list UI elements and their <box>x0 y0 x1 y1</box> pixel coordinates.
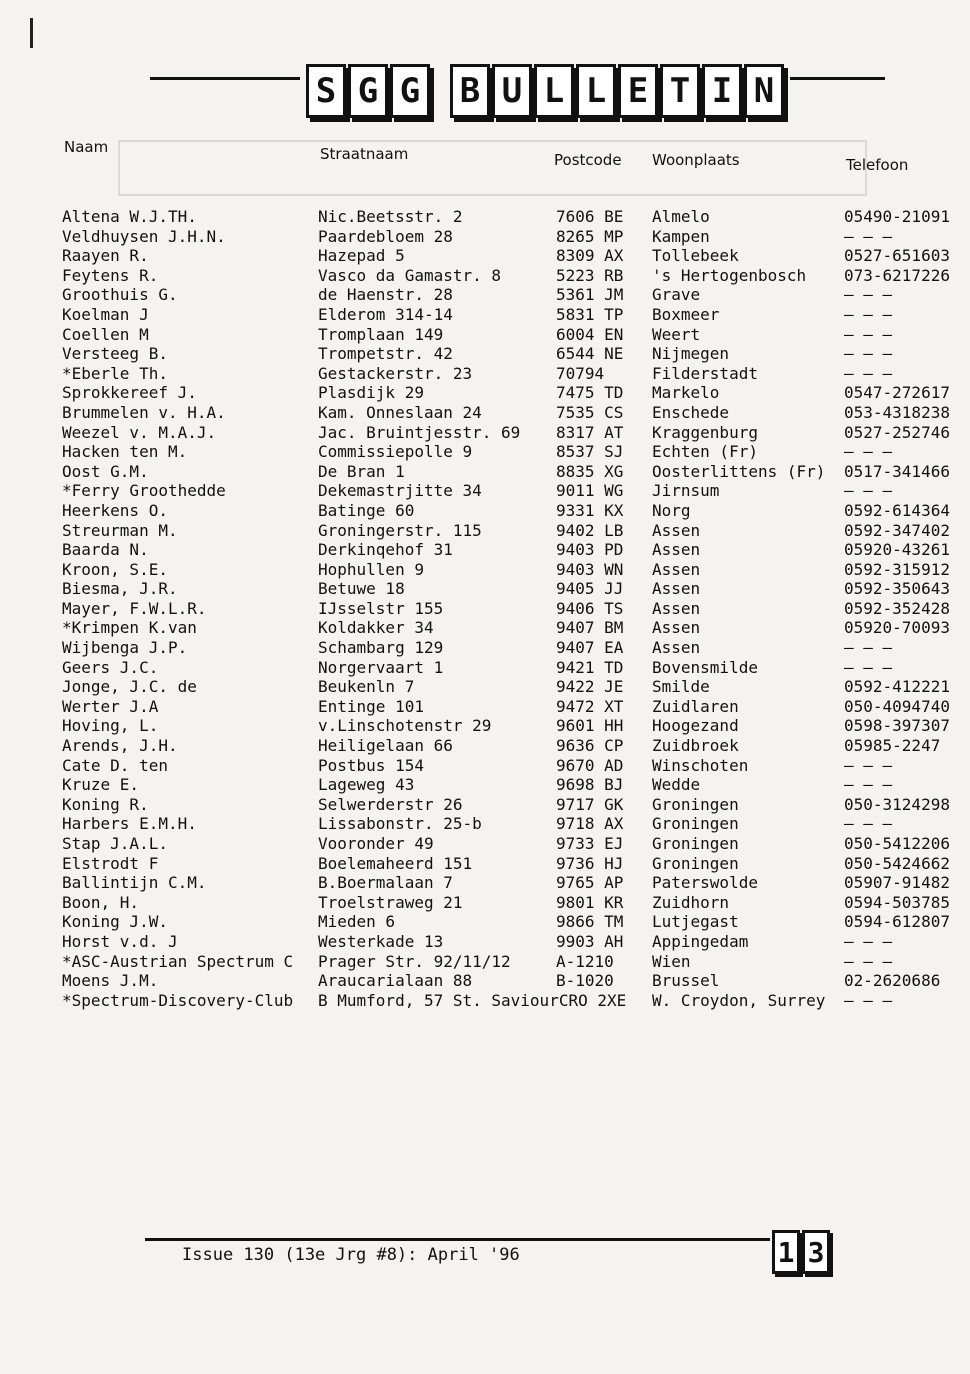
column-header-postcode: Postcode <box>554 151 622 169</box>
member-postcode: 9011 WG <box>556 481 624 501</box>
member-name: Koelman J <box>62 304 149 324</box>
page-number-digit: 1 <box>772 1230 800 1274</box>
member-town: Assen <box>652 540 701 560</box>
member-postcode: 8265 MP <box>556 226 624 246</box>
member-postcode: 9405 JJ <box>556 579 624 599</box>
member-town: Wien <box>652 951 691 971</box>
member-name: Altena W.J.TH. <box>62 207 197 226</box>
member-town: Winschoten <box>652 755 749 775</box>
member-town: Almelo <box>652 207 710 226</box>
member-town: Kraggenburg <box>652 422 758 442</box>
member-phone: 053-4318238 <box>844 402 950 422</box>
member-postcode: B-1020 <box>556 971 614 991</box>
table-row <box>0 971 970 991</box>
member-street: Beukenln 7 <box>318 677 415 697</box>
member-postcode: 9670 AD <box>556 755 624 775</box>
member-phone: 05985-2247 <box>844 736 941 756</box>
member-town: Lutjegast <box>652 912 739 932</box>
table-row <box>0 991 970 1011</box>
member-phone: — — — <box>844 304 893 324</box>
member-street: Paardebloem 28 <box>318 226 453 246</box>
member-town: Zuidlaren <box>652 696 739 716</box>
member-postcode: 6004 EN <box>556 324 624 344</box>
logo-letter: T <box>660 64 700 118</box>
member-postcode: 7475 TD <box>556 383 624 403</box>
header-rule-left <box>150 77 300 80</box>
member-town: Weert <box>652 324 701 344</box>
member-name: Werter J.A <box>62 696 159 716</box>
member-street: Batinge 60 <box>318 500 415 520</box>
member-phone: 050-3124298 <box>844 794 950 814</box>
member-phone: — — — <box>844 344 893 364</box>
member-phone: — — — <box>844 931 893 951</box>
member-street: Hazepad 5 <box>318 246 405 266</box>
member-phone: 0592-350643 <box>844 579 950 599</box>
member-postcode: 8537 SJ <box>556 442 624 462</box>
member-street: Vooronder 49 <box>318 834 434 853</box>
table-row <box>0 854 970 874</box>
member-town: Bovensmilde <box>652 657 758 677</box>
member-street: Plasdijk 29 <box>318 383 424 403</box>
table-row <box>0 207 970 227</box>
table-row <box>0 383 970 403</box>
member-street: Gestackerstr. 23 <box>318 363 473 383</box>
member-name: Sprokkereef J. <box>62 383 197 403</box>
member-street: Selwerderstr 26 <box>318 794 463 814</box>
logo-letter: G <box>390 64 430 118</box>
member-address-list <box>0 207 970 1010</box>
table-row <box>0 912 970 932</box>
table-row <box>0 462 970 482</box>
member-name: *Eberle Th. <box>62 363 168 383</box>
table-row <box>0 305 970 325</box>
column-header-street: Straatnaam <box>320 145 409 163</box>
member-postcode: 9331 KX <box>556 500 624 520</box>
member-name: Jonge, J.C. de <box>62 677 197 697</box>
member-town: Hoogezand <box>652 716 739 736</box>
page-number-digit: 3 <box>802 1230 830 1274</box>
member-street: Entinge 101 <box>318 696 424 716</box>
table-row <box>0 364 970 384</box>
table-row <box>0 932 970 952</box>
member-street: Heiligelaan 66 <box>318 736 453 756</box>
member-name: Ballintijn C.M. <box>62 873 207 893</box>
member-postcode: 9402 LB <box>556 520 624 540</box>
member-postcode: 9733 EJ <box>556 834 624 853</box>
member-postcode: 7535 CS <box>556 402 624 422</box>
member-town: Oosterlittens (Fr) <box>652 461 826 481</box>
table-row <box>0 756 970 776</box>
table-row <box>0 227 970 247</box>
table-row <box>0 285 970 305</box>
member-phone: 0547-272617 <box>844 383 950 403</box>
member-street: Norgervaart 1 <box>318 657 444 677</box>
member-phone: 0592-352428 <box>844 598 950 618</box>
member-town: Smilde <box>652 677 710 697</box>
member-name: Elstrodt F <box>62 853 159 873</box>
member-phone: 02-2620686 <box>844 971 941 991</box>
sgg-bulletin-logo <box>300 62 790 120</box>
member-postcode: 9403 WN <box>556 559 624 579</box>
member-town: Groningen <box>652 794 739 814</box>
member-phone: — — — <box>844 990 893 1010</box>
member-street: Lageweg 43 <box>318 775 415 795</box>
member-postcode: 9407 BM <box>556 618 624 638</box>
member-street: Commissiepolle 9 <box>318 442 473 462</box>
member-street: Derkinqehof 31 <box>318 540 453 560</box>
member-postcode: 9636 CP <box>556 736 624 756</box>
member-phone: 0592-347402 <box>844 520 950 540</box>
table-row <box>0 540 970 560</box>
member-name: *Krimpen K.van <box>62 618 197 638</box>
member-name: *Spectrum-Discovery-Club <box>62 990 294 1010</box>
member-name: Hacken ten M. <box>62 442 188 462</box>
logo-letter: S <box>306 64 346 118</box>
member-phone: — — — <box>844 657 893 677</box>
member-town: Wedde <box>652 775 701 795</box>
member-name: Oost G.M. <box>62 461 149 481</box>
member-street: Hophullen 9 <box>318 559 424 579</box>
member-town: Norg <box>652 500 691 520</box>
member-street: Groningerstr. 115 <box>318 520 482 540</box>
member-town: Groningen <box>652 853 739 873</box>
member-name: Veldhuysen J.H.N. <box>62 226 226 246</box>
member-phone: — — — <box>844 755 893 775</box>
member-phone: — — — <box>844 363 893 383</box>
member-postcode: A-1210 <box>556 951 614 971</box>
table-row <box>0 893 970 913</box>
member-name: Cate D. ten <box>62 755 168 775</box>
member-street: de Haenstr. 28 <box>318 285 453 305</box>
member-postcode: 5223 RB <box>556 265 624 285</box>
member-town: Tollebeek <box>652 246 739 266</box>
logo-letter: G <box>348 64 388 118</box>
member-street: Betuwe 18 <box>318 579 405 599</box>
table-row <box>0 952 970 972</box>
table-row <box>0 658 970 678</box>
member-postcode: 8309 AX <box>556 246 624 266</box>
logo-letter: L <box>576 64 616 118</box>
member-postcode: 9601 HH <box>556 716 624 736</box>
member-postcode: 7606 BE <box>556 207 624 226</box>
margin-mark <box>30 18 33 48</box>
member-town: Markelo <box>652 383 720 403</box>
member-town: Appingedam <box>652 931 749 951</box>
member-town: Assen <box>652 559 701 579</box>
member-phone: 0592-412221 <box>844 677 950 697</box>
member-phone: 05490-21091 <box>844 207 950 226</box>
member-street: Prager Str. 92/11/12 <box>318 951 511 971</box>
member-postcode: 9866 TM <box>556 912 624 932</box>
member-town: Enschede <box>652 402 730 422</box>
member-town: Assen <box>652 618 701 638</box>
member-town: Groningen <box>652 814 739 834</box>
member-name: Koning J.W. <box>62 912 168 932</box>
member-name: Arends, J.H. <box>62 736 178 756</box>
member-street: Vasco da Gamastr. 8 <box>318 265 502 285</box>
member-phone: — — — <box>844 814 893 834</box>
member-street: Araucarialaan 88 <box>318 971 473 991</box>
member-postcode: 9718 AX <box>556 814 624 834</box>
member-postcode: 5361 JM <box>556 285 624 305</box>
member-town: 's Hertogenbosch <box>652 265 807 285</box>
table-row <box>0 775 970 795</box>
member-name: *ASC-Austrian Spectrum C <box>62 951 294 971</box>
member-name: Raayen R. <box>62 246 149 266</box>
logo-letter: B <box>450 64 490 118</box>
member-phone: 0592-614364 <box>844 500 950 520</box>
member-postcode: 9422 JE <box>556 677 624 697</box>
member-name: Geers J.C. <box>62 657 159 677</box>
member-town: Assen <box>652 598 701 618</box>
member-town: Paterswolde <box>652 873 758 893</box>
table-row <box>0 716 970 736</box>
table-row <box>0 638 970 658</box>
member-name: Hoving, L. <box>62 716 159 736</box>
member-street: De Bran 1 <box>318 461 405 481</box>
member-town: Nijmegen <box>652 344 730 364</box>
member-town: Groningen <box>652 834 739 853</box>
member-street: B Mumford, 57 St. SaviourCRO 2XE <box>318 990 627 1010</box>
member-street: Troelstraweg 21 <box>318 892 463 912</box>
member-town: Echten (Fr) <box>652 442 758 462</box>
table-row <box>0 344 970 364</box>
member-postcode: 70794 <box>556 363 605 383</box>
member-name: Kruze E. <box>62 775 140 795</box>
member-name: *Ferry Groothedde <box>62 481 226 501</box>
member-postcode: 9407 EA <box>556 638 624 658</box>
member-postcode: 9403 PD <box>556 540 624 560</box>
member-street: Dekemastrjitte 34 <box>318 481 482 501</box>
member-street: Lissabonstr. 25-b <box>318 814 482 834</box>
member-town: Assen <box>652 638 701 658</box>
member-name: Groothuis G. <box>62 285 178 305</box>
member-name: Boon, H. <box>62 892 140 912</box>
member-street: Koldakker 34 <box>318 618 434 638</box>
member-street: Tromplaan 149 <box>318 324 444 344</box>
logo-letter: L <box>534 64 574 118</box>
member-name: Versteeg B. <box>62 344 168 364</box>
member-town: Jirnsum <box>652 481 720 501</box>
member-town: Grave <box>652 285 701 305</box>
member-phone: 0594-503785 <box>844 892 950 912</box>
member-phone: 0527-651603 <box>844 246 950 266</box>
issue-line: Issue 130 (13e Jrg #8): April '96 <box>182 1245 520 1265</box>
member-town: Assen <box>652 520 701 540</box>
table-row <box>0 521 970 541</box>
member-street: Schambarg 129 <box>318 638 444 658</box>
member-street: Trompetstr. 42 <box>318 344 453 364</box>
member-name: Kroon, S.E. <box>62 559 168 579</box>
member-phone: — — — <box>844 951 893 971</box>
member-phone: — — — <box>844 226 893 246</box>
page-number <box>772 1230 830 1274</box>
member-phone: — — — <box>844 481 893 501</box>
member-name: Koning R. <box>62 794 149 814</box>
member-phone: — — — <box>844 285 893 305</box>
member-phone: — — — <box>844 324 893 344</box>
table-row <box>0 697 970 717</box>
member-town: Filderstadt <box>652 363 758 383</box>
logo-letter: E <box>618 64 658 118</box>
table-row <box>0 618 970 638</box>
member-street: B.Boermalaan 7 <box>318 873 453 893</box>
table-row <box>0 814 970 834</box>
column-header-town: Woonplaats <box>652 151 740 169</box>
table-row <box>0 795 970 815</box>
table-row <box>0 246 970 266</box>
member-postcode: 9736 HJ <box>556 853 624 873</box>
member-phone: 0592-315912 <box>844 559 950 579</box>
member-name: Brummelen v. H.A. <box>62 402 226 422</box>
member-name: Mayer, F.W.L.R. <box>62 598 207 618</box>
table-row <box>0 481 970 501</box>
member-postcode: 9472 XT <box>556 696 624 716</box>
member-postcode: 9698 BJ <box>556 775 624 795</box>
table-row <box>0 325 970 345</box>
member-phone: 050-4094740 <box>844 696 950 716</box>
member-postcode: 9406 TS <box>556 598 624 618</box>
member-street: Postbus 154 <box>318 755 424 775</box>
table-row <box>0 501 970 521</box>
member-name: Weezel v. M.A.J. <box>62 422 217 442</box>
table-row <box>0 736 970 756</box>
member-street: IJsselstr 155 <box>318 598 444 618</box>
member-street: Kam. Onneslaan 24 <box>318 402 482 422</box>
member-phone: — — — <box>844 775 893 795</box>
member-phone: 0598-397307 <box>844 716 950 736</box>
member-name: Feytens R. <box>62 265 159 285</box>
table-row <box>0 403 970 423</box>
table-row <box>0 579 970 599</box>
column-header-name: Naam <box>64 138 109 156</box>
column-header-phone: Telefoon <box>846 156 909 174</box>
member-postcode: 9717 GK <box>556 794 624 814</box>
member-town: W. Croydon, Surrey <box>652 990 826 1010</box>
member-phone: 073-6217226 <box>844 265 950 285</box>
member-name: Biesma, J.R. <box>62 579 178 599</box>
member-street: Jac. Bruintjesstr. 69 <box>318 422 521 442</box>
logo-letter: U <box>492 64 532 118</box>
logo-letter: N <box>744 64 784 118</box>
table-row <box>0 834 970 854</box>
member-name: Stap J.A.L. <box>62 834 168 853</box>
member-phone: — — — <box>844 638 893 658</box>
footer-rule <box>145 1238 770 1241</box>
member-phone: 0527-252746 <box>844 422 950 442</box>
member-phone: 0517-341466 <box>844 461 950 481</box>
member-name: Baarda N. <box>62 540 149 560</box>
member-town: Assen <box>652 579 701 599</box>
member-phone: 05920-70093 <box>844 618 950 638</box>
member-name: Heerkens O. <box>62 500 168 520</box>
member-town: Zuidbroek <box>652 736 739 756</box>
member-postcode: 8317 AT <box>556 422 624 442</box>
member-phone: 05920-43261 <box>844 540 950 560</box>
table-row <box>0 423 970 443</box>
member-street: Westerkade 13 <box>318 931 444 951</box>
member-phone: 0594-612807 <box>844 912 950 932</box>
member-town: Zuidhorn <box>652 892 730 912</box>
member-street: Boelemaheerd 151 <box>318 853 473 873</box>
member-town: Boxmeer <box>652 304 720 324</box>
member-name: Wijbenga J.P. <box>62 638 188 658</box>
member-street: Elderom 314-14 <box>318 304 453 324</box>
member-postcode: 9421 TD <box>556 657 624 677</box>
table-row <box>0 442 970 462</box>
member-town: Kampen <box>652 226 710 246</box>
member-postcode: 9765 AP <box>556 873 624 893</box>
member-street: Nic.Beetsstr. 2 <box>318 207 463 226</box>
table-row <box>0 873 970 893</box>
member-street: Mieden 6 <box>318 912 396 932</box>
member-name: Harbers E.M.H. <box>62 814 197 834</box>
table-row <box>0 560 970 580</box>
member-phone: — — — <box>844 442 893 462</box>
member-name: Streurman M. <box>62 520 178 540</box>
member-postcode: 6544 NE <box>556 344 624 364</box>
member-phone: 050-5424662 <box>844 853 950 873</box>
table-row <box>0 266 970 286</box>
member-postcode: 5831 TP <box>556 304 624 324</box>
member-name: Moens J.M. <box>62 971 159 991</box>
member-postcode: 9903 AH <box>556 931 624 951</box>
logo-letter: I <box>702 64 742 118</box>
member-phone: 050-5412206 <box>844 834 950 853</box>
member-street: v.Linschotenstr 29 <box>318 716 492 736</box>
member-name: Horst v.d. J <box>62 931 178 951</box>
table-row <box>0 677 970 697</box>
member-postcode: 8835 XG <box>556 461 624 481</box>
member-name: Coellen M <box>62 324 149 344</box>
member-phone: 05907-91482 <box>844 873 950 893</box>
table-row <box>0 599 970 619</box>
member-town: Brussel <box>652 971 720 991</box>
member-postcode: 9801 KR <box>556 892 624 912</box>
